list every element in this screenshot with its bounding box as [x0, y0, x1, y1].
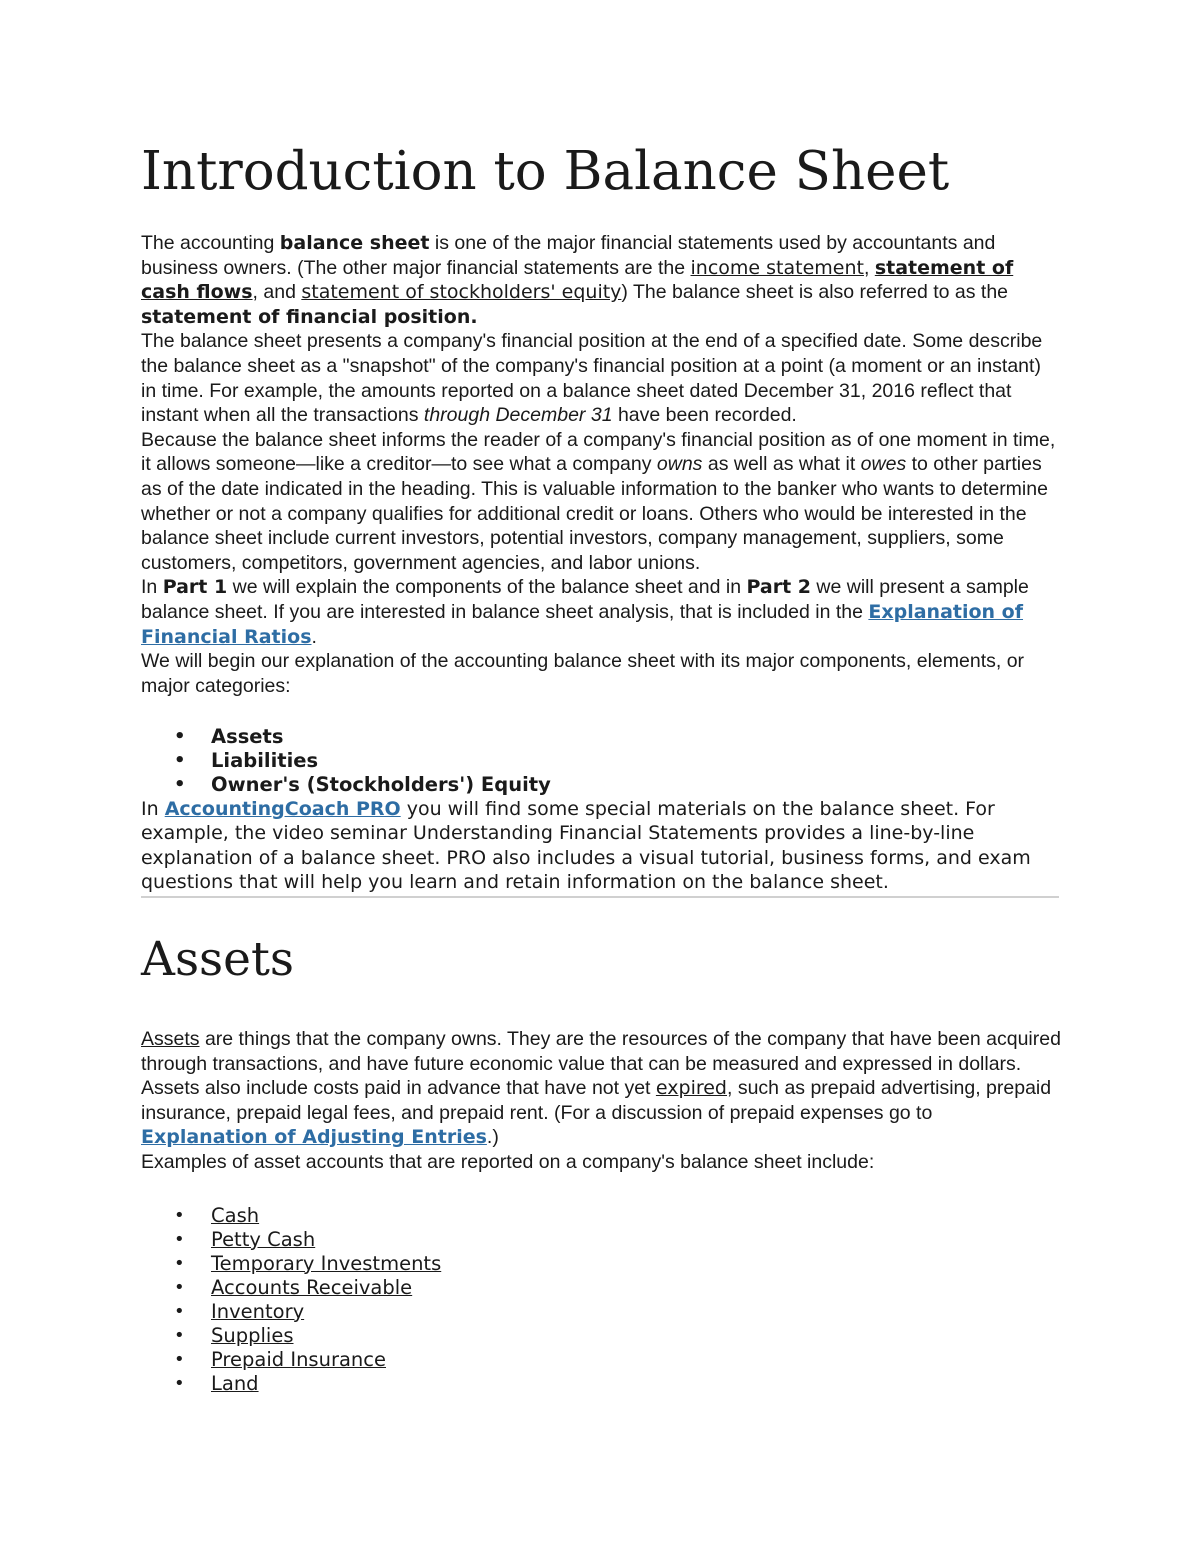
assets-paragraph-1	[141, 1027, 1061, 1150]
document-page	[141, 140, 1061, 1396]
link-accounts-receivable[interactable]: Accounts Receivable	[211, 1275, 413, 1299]
link-inventory[interactable]: Inventory	[211, 1299, 305, 1323]
link-petty-cash[interactable]: Petty Cash	[211, 1227, 316, 1251]
asset-accounts-list	[141, 1204, 1061, 1396]
text-run: is one of the major financial statements used by accountants and business owners. (The other major financial statements are the	[141, 232, 996, 279]
text-run: ,	[863, 256, 875, 279]
link-temporary-investments[interactable]: Temporary Investments	[211, 1251, 442, 1275]
assets-heading: Assets	[141, 932, 295, 988]
intro-paragraph-4	[141, 575, 1061, 649]
text-run: you will find some special materials on the balance sheet. For example, the video seminar Understanding Financial Statements provides a line-by-line explanation of a balance sheet. PRO also includes a visual tutorial, business forms, and exam questions that will help you learn and retain information on the balance sheet.	[141, 798, 1031, 893]
categories-list	[141, 725, 1061, 797]
text-run: as well as what it	[702, 453, 861, 476]
italic-through-december-31: through December 31	[423, 404, 613, 427]
text-run: we will explain the components of the balance sheet and in	[227, 576, 747, 599]
italic-owes: owes	[860, 453, 907, 476]
text-run: In	[141, 798, 165, 821]
list-item: • Assets	[141, 725, 1061, 749]
list-item	[141, 1252, 1061, 1276]
section-divider	[141, 896, 1059, 898]
text-run: .)	[486, 1126, 499, 1149]
text-run: , such as prepaid advertising, prepaid insurance, prepaid legal fees, and prepaid rent. (For a discussion of prepaid expenses go to	[141, 1077, 1052, 1124]
italic-owns: owns	[656, 453, 703, 476]
text-run: Because the balance sheet informs the reader of a company's financial position as of one moment in time, it allows someone—like a creditor—to see what a company	[141, 428, 1056, 476]
list-item	[141, 1348, 1061, 1372]
list-item	[141, 1324, 1061, 1348]
link-accountingcoach-pro[interactable]: AccountingCoach PRO	[164, 798, 401, 821]
link-expired[interactable]: expired	[655, 1077, 727, 1100]
text-run: are things that the company owns. They are the resources of the company that have been acquired through transactions, and have future economic value that can be measured and expressed in dollars. Assets also include costs paid in advance that have not yet	[141, 1028, 1061, 1100]
intro-paragraph-5: We will begin our explanation of the accounting balance sheet with its major components, elements, or major categories:	[141, 650, 1025, 697]
list-item: • Owner's (Stockholders') Equity	[141, 773, 1061, 797]
link-prepaid-insurance[interactable]: Prepaid Insurance	[211, 1347, 386, 1371]
bold-term-statement-of-financial-position: statement of financial position.	[141, 305, 478, 328]
bold-part-2: Part 2	[746, 576, 811, 599]
assets-paragraph-2: Examples of asset accounts that are reported on a company's balance sheet include:	[141, 1151, 875, 1174]
bold-part-1: Part 1	[162, 576, 228, 599]
text-run: we will present a sample balance sheet. If you are interested in balance sheet analysis, that is included in the	[141, 576, 1029, 623]
intro-paragraph-1	[141, 231, 1061, 329]
text-run: to other parties as of the date indicated in the heading. This is valuable information to the banker who wants to determine whether or not a company qualifies for additional credit or loans. Others who would be interested in the balance sheet include current investors, potential investors, company management, suppliers, some customers, competitors, government agencies, and labor unions.	[141, 453, 1048, 574]
page-title: Introduction to Balance Sheet	[141, 141, 950, 202]
pro-paragraph	[141, 797, 1061, 894]
intro-paragraph-3	[141, 428, 1061, 576]
link-statement-of-stockholders-equity[interactable]: statement of stockholders' equity	[301, 281, 622, 304]
list-item	[141, 1300, 1061, 1324]
list-item	[141, 1204, 1061, 1228]
text-run: In	[141, 576, 163, 599]
list-item	[141, 1276, 1061, 1300]
text-run: .	[311, 625, 317, 648]
list-item	[141, 1228, 1061, 1252]
link-supplies[interactable]: Supplies	[211, 1323, 294, 1347]
intro-paragraph-2	[141, 329, 1061, 427]
link-cash[interactable]: Cash	[211, 1203, 260, 1227]
link-assets[interactable]: Assets	[141, 1028, 200, 1051]
bold-term-balance-sheet: balance sheet	[279, 232, 430, 254]
list-item	[141, 1372, 1061, 1396]
link-income-statement[interactable]: income statement	[690, 256, 864, 279]
link-statement-of-cash-flows[interactable]: statement of cash flows	[141, 256, 1014, 304]
link-explanation-of-adjusting-entries[interactable]: Explanation of Adjusting Entries	[141, 1126, 487, 1149]
text-run: The balance sheet presents a company's financial position at the end of a specified date. Some describe the balance sheet as a "snapshot" of the company's financial position at a point (a moment or an instant) in time. For example, the amounts reported on a balance sheet dated December 31, 2016 reflect that instant when all the transactions	[141, 330, 1043, 427]
text-run: The accounting	[141, 232, 280, 254]
list-item: • Liabilities	[141, 749, 1061, 773]
text-run: have been recorded.	[612, 404, 797, 427]
link-explanation-of-financial-ratios[interactable]: Explanation of Financial Ratios	[141, 600, 1024, 648]
text-run: , and	[252, 281, 302, 304]
link-land[interactable]: Land	[211, 1371, 259, 1395]
text-run: ) The balance sheet is also referred to as the	[621, 281, 1009, 304]
